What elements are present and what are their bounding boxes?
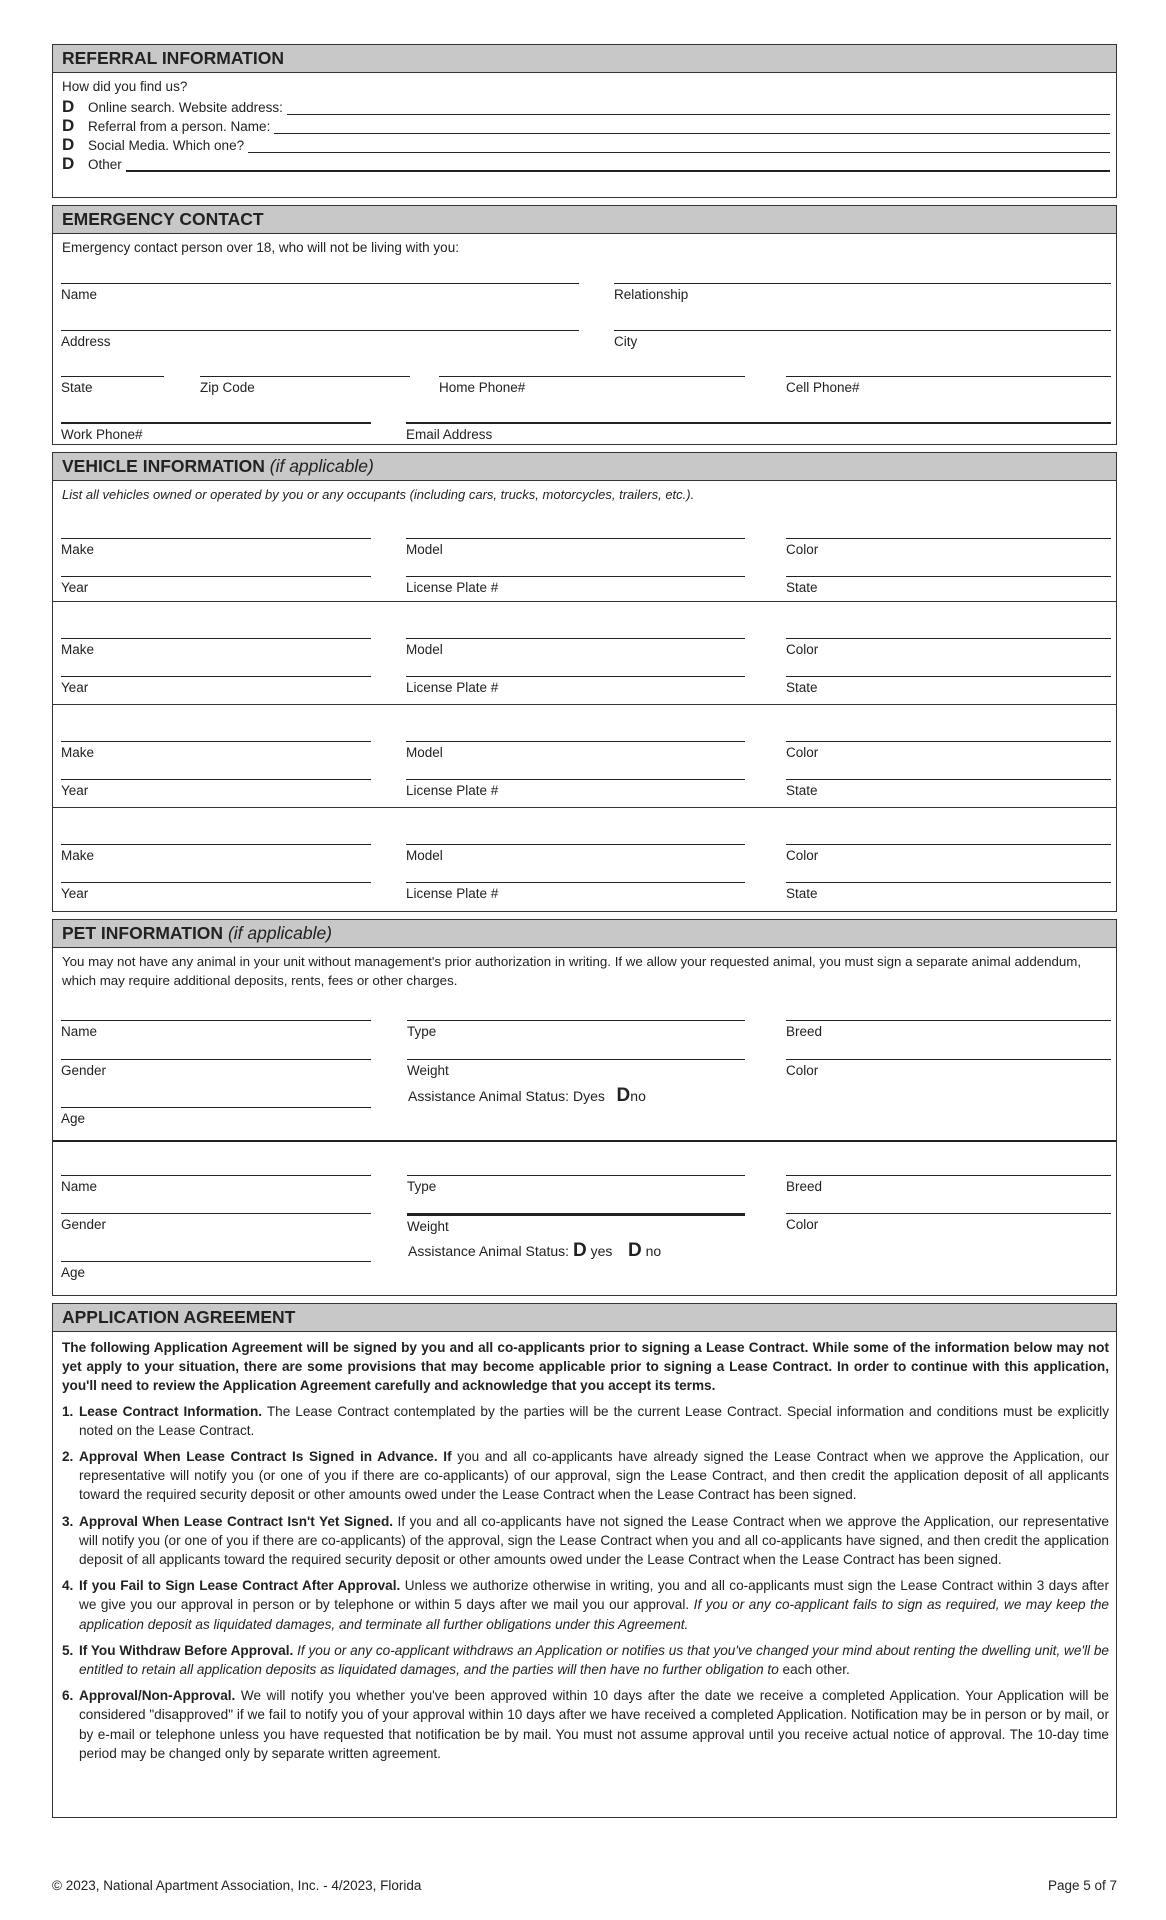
application-page (52, 44, 1117, 1825)
option-label: Online search. Website address: (88, 100, 283, 115)
yes-label: yes (590, 1243, 613, 1259)
item-number: 4. (62, 1578, 74, 1594)
vehicle-color-field[interactable] (786, 638, 1111, 657)
checkbox-no-icon[interactable]: D (627, 1240, 642, 1261)
pet-breed-field[interactable] (786, 1175, 1111, 1194)
field-label: Color (786, 642, 819, 657)
vehicle-plate-field[interactable] (406, 676, 745, 695)
vehicle-section (52, 452, 1117, 912)
vehicle-state-field[interactable] (786, 676, 1111, 695)
item-number: 5. (62, 1642, 74, 1658)
agreement-body (53, 1332, 1116, 1788)
vehicle-year-field[interactable] (61, 882, 371, 901)
field-label: Weight (407, 1219, 449, 1234)
pet-gender-field[interactable] (61, 1059, 371, 1078)
vehicle-subtitle: (if applicable) (269, 456, 374, 476)
field-label: Model (406, 848, 443, 863)
field-label: Breed (786, 1024, 823, 1039)
emergency-section (52, 205, 1117, 445)
page-number: Page 5 of 7 (1047, 1878, 1117, 1893)
vehicle-blocks (53, 504, 1116, 910)
vehicle-intro: List all vehicles owned or operated by you or any occupants (including cars, trucks, motorcycles, trailers, etc.). (62, 487, 695, 502)
referral-question: How did you find us? (62, 79, 188, 94)
pet-section (52, 919, 1117, 1296)
item-text: you and all co-applicants have already signed the Lease Contract when we approve the Application, our representative will notify you (or one of you if there are co-applicants) of our approval, sign the Lease Contract, and then credit the application deposit of all applicants toward the required security deposit or other amounts owed under the Lease Contract when the Lease Contract has been signed. (79, 1449, 1109, 1503)
option-label: Other (88, 157, 122, 172)
vehicle-make-field[interactable] (61, 538, 371, 557)
vehicle-make-field[interactable] (61, 741, 371, 760)
assist-label: Assistance Animal Status: Dyes (408, 1088, 605, 1104)
vehicle-model-field[interactable] (406, 538, 745, 557)
item-tail-text: each other. (778, 1662, 850, 1678)
vehicle-state-field[interactable] (786, 576, 1111, 595)
item-number: 6. (62, 1688, 74, 1704)
field-label: Make (61, 542, 95, 557)
emergency-email-field[interactable] (406, 422, 1111, 442)
field-label: Make (61, 848, 95, 863)
vehicle-make-field[interactable] (61, 844, 371, 863)
vehicle-1 (53, 504, 1116, 602)
field-label: Color (786, 848, 819, 863)
field-label: Zip Code (200, 380, 255, 395)
emergency-state-field[interactable] (61, 376, 164, 395)
vehicle-color-field[interactable] (786, 538, 1111, 557)
item-text: If you and all co-applicants have not signed the Lease Contract when we approve the Application, our representative will notify you (or one of you if there are co-applicants) of the approval, sign the Lease Contract when you and all co-applicants have signed, and then credit the application deposit of all applicants toward the required security deposit or other amounts owed under the Lease Contract when the Lease Contract has been signed. (79, 1513, 1109, 1568)
vehicle-plate-field[interactable] (406, 576, 745, 595)
pet-gender-field[interactable] (61, 1213, 371, 1232)
vehicle-plate-field[interactable] (406, 779, 745, 798)
vehicle-color-field[interactable] (786, 844, 1111, 863)
vehicle-state-field[interactable] (786, 882, 1111, 901)
field-label: Gender (61, 1063, 107, 1078)
item-number: 1. (62, 1403, 74, 1419)
field-label: Address (61, 334, 111, 349)
pet-type-field[interactable] (407, 1020, 745, 1039)
emergency-name-field[interactable] (61, 283, 579, 302)
emergency-work-phone-field[interactable] (61, 422, 371, 442)
agreement-lead: The following Application Agreement will be signed by you and all co-applicants prior to signing a Lease Contract. While some of the information below may not yet apply to your situation, there are some provisions that may become applicable prior to signing a Lease Contract. In order to continue with this application, you'll need to review the Application Agreement carefully and acknowledge that you accept its terms. (62, 1340, 1109, 1394)
field-label: Name (61, 1179, 98, 1194)
referral-option-person[interactable] (53, 115, 1116, 134)
item-heading: If you Fail to Sign Lease Contract After Approval. (79, 1578, 401, 1594)
checkbox-icon[interactable]: D (62, 97, 75, 116)
checkbox-icon[interactable]: D (62, 154, 75, 173)
emergency-address-field[interactable] (61, 330, 579, 349)
vehicle-2 (53, 602, 1116, 705)
item-italic-text: If you or any co-applicant fails to sign as required, we may keep the application deposit as liquidated damages, and terminate all further obligations under this Agreement. (79, 1597, 1109, 1632)
agreement-item (62, 1686, 1109, 1763)
vehicle-model-field[interactable] (406, 638, 745, 657)
item-number: 2. (62, 1449, 74, 1465)
item-heading: If You Withdraw Before Approval. (79, 1642, 294, 1658)
field-label: City (614, 334, 638, 349)
item-number: 3. (62, 1513, 74, 1529)
field-label: State (786, 886, 818, 901)
vehicle-title (53, 453, 1116, 481)
referral-option-online[interactable] (53, 96, 1116, 115)
vehicle-title-text: VEHICLE INFORMATION (62, 456, 265, 476)
field-label: Relationship (614, 287, 689, 302)
agreement-items (62, 1402, 1109, 1763)
pet-breed-field[interactable] (786, 1020, 1111, 1039)
field-label: Model (406, 642, 443, 657)
referral-section (52, 44, 1117, 198)
item-heading: Approval When Lease Contract Is Signed in Advance. If (79, 1449, 452, 1465)
page-footer (52, 1878, 1117, 1893)
field-label: Name (61, 287, 98, 302)
vehicle-3 (53, 705, 1116, 808)
item-heading: Approval/Non-Approval. (79, 1688, 236, 1704)
vehicle-model-field[interactable] (406, 741, 745, 760)
pet-title (53, 920, 1116, 948)
field-label: Color (786, 745, 819, 760)
field-label: State (786, 580, 818, 595)
field-label: Age (61, 1111, 86, 1126)
item-text: The Lease Contract contemplated by the parties will be the current Lease Contract. Special information and conditions must be explicitly noted on the Lease Contract. (79, 1403, 1110, 1438)
vehicle-year-field[interactable] (61, 676, 371, 695)
item-body (79, 1686, 1109, 1763)
emergency-intro: Emergency contact person over 18, who will not be living with you: (62, 240, 459, 255)
field-label: Cell Phone# (786, 380, 860, 395)
agreement-title: APPLICATION AGREEMENT (53, 1304, 1116, 1332)
item-body (79, 1447, 1109, 1505)
vehicle-plate-field[interactable] (406, 882, 745, 901)
field-label: License Plate # (406, 783, 499, 798)
item-italic-text: If you or any co-applicant withdraws an Application or notifies us that you've changed your mind about renting the dwelling unit, we'll be entitled to retain all application deposits as liquidated damages, and the parties will then have no further obligation to (79, 1642, 1109, 1678)
item-body (79, 1576, 1109, 1634)
checkbox-yes-icon[interactable]: D (572, 1240, 587, 1261)
field-label: Gender (61, 1217, 107, 1232)
item-body (79, 1512, 1109, 1570)
emergency-title: EMERGENCY CONTACT (53, 206, 1116, 234)
field-label: Type (407, 1024, 437, 1039)
field-label: Year (61, 783, 89, 798)
pet-age-field[interactable] (61, 1107, 371, 1126)
pet-type-field[interactable] (407, 1175, 745, 1194)
field-label: License Plate # (406, 680, 499, 695)
assistance-animal-status (408, 1085, 646, 1107)
field-label: State (786, 680, 818, 695)
vehicle-make-field[interactable] (61, 638, 371, 657)
field-label: Work Phone# (61, 427, 143, 442)
option-label: Referral from a person. Name: (88, 119, 271, 134)
agreement-item (62, 1641, 1109, 1679)
pet-name-field[interactable] (61, 1020, 371, 1039)
field-label: Model (406, 542, 443, 557)
emergency-cell-phone-field[interactable] (786, 376, 1111, 395)
copyright: © 2023, National Apartment Association, Inc. - 4/2023, Florida (52, 1878, 422, 1893)
field-label: State (786, 783, 818, 798)
pet-subtitle: (if applicable) (227, 923, 333, 943)
pet-name-field[interactable] (61, 1175, 371, 1194)
field-label: State (61, 380, 93, 395)
pet-1 (53, 990, 1116, 1142)
agreement-section (52, 1303, 1117, 1818)
item-text: We will notify you whether you've been approved within 10 days after the date we receive a completed Application. Your Application will be considered "disapproved" if we fail to notify you of your approval within 10 days after we have received a completed Application. Notification may be in person or by mail, or by e-mail or telephone unless you have requested that notification be by mail. You must not assume approval until you receive actual notice of approval. The 10-day time period may be changed only by separate written agreement. (79, 1688, 1109, 1761)
pet-2 (53, 1142, 1116, 1280)
assistance-animal-status (408, 1240, 661, 1262)
field-label: Color (786, 1217, 819, 1232)
item-heading: Lease Contract Information. (79, 1403, 263, 1419)
no-label: no (630, 1088, 646, 1104)
other-field[interactable] (126, 156, 1110, 172)
pet-title-text: PET INFORMATION (62, 923, 224, 943)
field-label: Name (61, 1024, 98, 1039)
field-label: Breed (786, 1179, 823, 1194)
pet-color-field[interactable] (786, 1059, 1111, 1078)
item-body (79, 1641, 1109, 1679)
referral-option-other[interactable] (53, 153, 1116, 172)
vehicle-model-field[interactable] (406, 844, 745, 863)
checkbox-icon[interactable]: D (62, 116, 75, 135)
option-label: Social Media. Which one? (88, 138, 245, 153)
vehicle-year-field[interactable] (61, 576, 371, 595)
pet-weight-field[interactable] (407, 1059, 745, 1078)
field-label: Color (786, 1063, 819, 1078)
agreement-item (62, 1402, 1109, 1440)
checkbox-no-icon[interactable]: D (616, 1085, 631, 1106)
referral-name-field[interactable] (274, 119, 1110, 134)
agreement-item (62, 1512, 1109, 1570)
emergency-city-field[interactable] (614, 330, 1111, 349)
agreement-item (62, 1576, 1109, 1634)
field-label: Weight (407, 1063, 449, 1078)
pet-color-field[interactable] (786, 1213, 1111, 1232)
field-label: Color (786, 542, 819, 557)
vehicle-state-field[interactable] (786, 779, 1111, 798)
field-label: Type (407, 1179, 437, 1194)
field-label: Home Phone# (439, 380, 526, 395)
vehicle-color-field[interactable] (786, 741, 1111, 760)
pet-age-field[interactable] (61, 1261, 371, 1280)
checkbox-icon[interactable]: D (62, 135, 75, 154)
field-label: Age (61, 1265, 86, 1280)
item-heading: Approval When Lease Contract Isn't Yet Signed. (79, 1513, 394, 1529)
referral-option-social[interactable] (53, 134, 1116, 153)
field-label: Year (61, 680, 89, 695)
emergency-home-phone-field[interactable] (439, 376, 745, 395)
assist-label: Assistance Animal Status: (408, 1243, 570, 1259)
field-label: Year (61, 580, 89, 595)
field-label: Model (406, 745, 443, 760)
emergency-zip-field[interactable] (200, 376, 410, 395)
referral-title: REFERRAL INFORMATION (53, 45, 1116, 73)
pet-weight-field[interactable] (407, 1213, 745, 1234)
social-media-field[interactable] (248, 138, 1110, 153)
field-label: Make (61, 745, 95, 760)
item-body (79, 1402, 1109, 1440)
item-text: Unless we authorize otherwise in writing, you and all co-applicants must sign the Lease Contract within 3 days after we give you our approval in person or by telephone or within 5 days after we mail you our approval. (79, 1578, 1109, 1613)
emergency-relationship-field[interactable] (614, 283, 1111, 302)
field-label: License Plate # (406, 580, 499, 595)
field-label: Email Address (406, 427, 493, 442)
vehicle-4 (53, 808, 1116, 910)
field-label: Make (61, 642, 95, 657)
vehicle-year-field[interactable] (61, 779, 371, 798)
field-label: Year (61, 886, 89, 901)
website-address-field[interactable] (287, 100, 1110, 115)
agreement-item (62, 1447, 1109, 1505)
pet-intro: You may not have any animal in your unit without management's prior authorization in writing. If we allow your requested animal, you must sign a separate animal addendum, which may require additional deposits, rents, fees or other charges. (62, 954, 1082, 988)
no-label: no (645, 1243, 662, 1259)
field-label: License Plate # (406, 886, 499, 901)
